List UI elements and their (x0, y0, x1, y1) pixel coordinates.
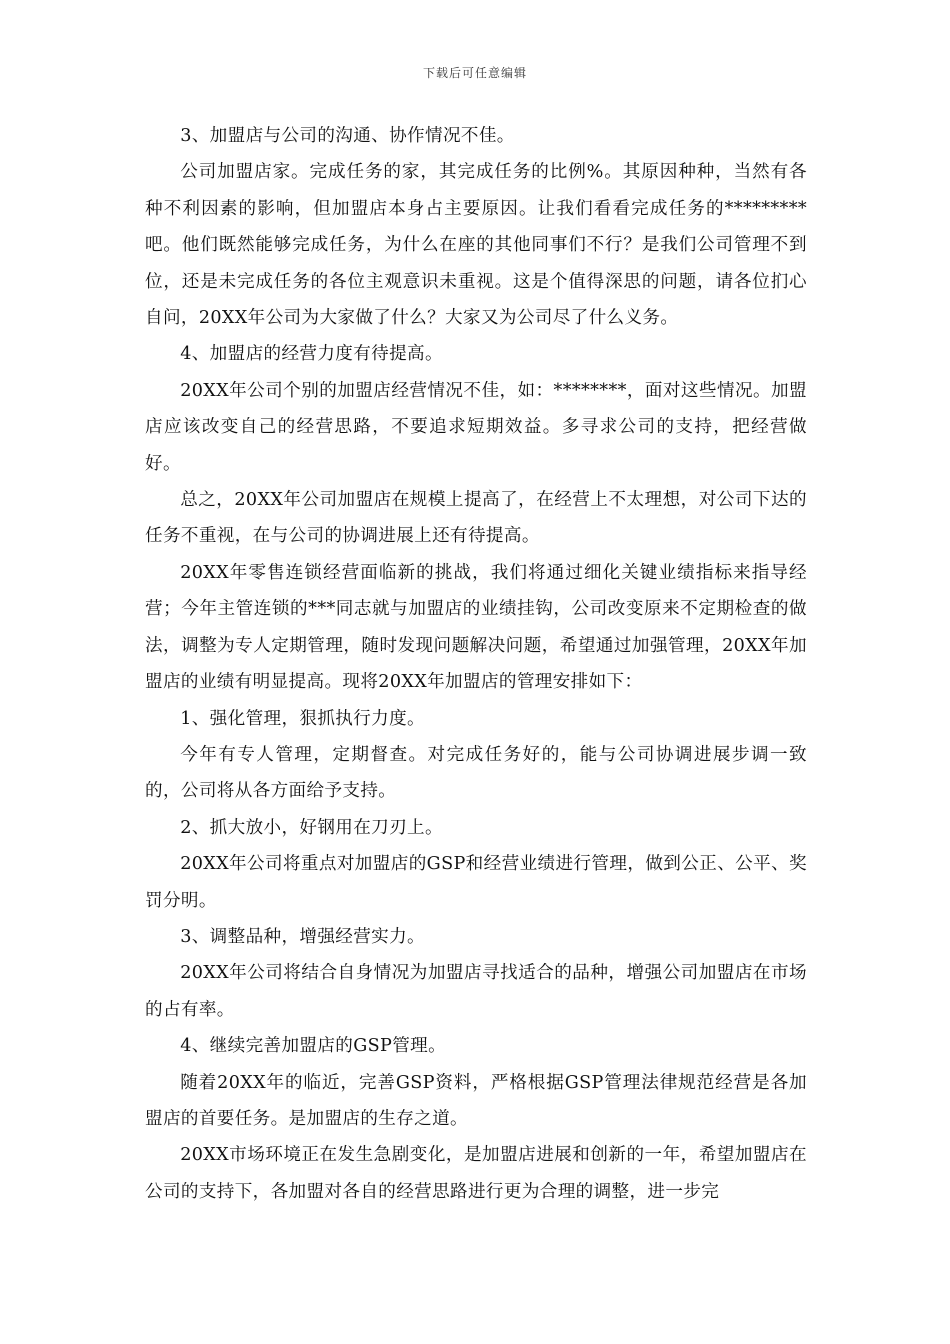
paragraph: 4、加盟店的经营力度有待提高。 (180, 344, 443, 365)
document-body (145, 118, 807, 1210)
paragraph: 4、继续完善加盟店的GSP管理。 (180, 1036, 447, 1057)
paragraph: 总之，20XX年公司加盟店在规模上提高了，在经营上不太理想，对公司下达的任务不重视，在与公司的协调进展上还有待提高。 (145, 490, 807, 547)
paragraph: 2、抓大放小，好钢用在刀刃上。 (180, 817, 443, 838)
paragraph: 20XX年公司个别的加盟店经营情况不佳，如：********，面对这些情况。加盟店应该改变自己的经营思路，不要追求短期效益。多寻求公司的支持，把经营做好。 (145, 380, 807, 474)
paragraph: 20XX年公司将结合自身情况为加盟店寻找适合的品种，增强公司加盟店在市场的占有率。 (145, 963, 807, 1020)
paragraph: 今年有专人管理，定期督查。对完成任务好的，能与公司协调进展步调一致的，公司将从各方面给予支持。 (145, 744, 807, 802)
paragraph: 20XX市场环境正在发生急剧变化，是加盟店进展和创新的一年，希望加盟店在公司的支持下，各加盟对各自的经营思路进行更为合理的调整，进一步完 (145, 1145, 807, 1202)
paragraph: 1、强化管理，狠抓执行力度。 (180, 708, 426, 729)
paragraph: 20XX年零售连锁经营面临新的挑战，我们将通过细化关键业绩指标来指导经营；今年主管连锁的***同志就与加盟店的业绩挂钩，公司改变原来不定期检查的做法，调整为专人定期管理，随时发现问题解决问题，希望通过加强管理，20XX年加盟店的业绩有明显提高。现将20XX年加盟店的管理安排如下： (145, 562, 807, 693)
paragraph: 20XX年公司将重点对加盟店的GSP和经营业绩进行管理，做到公正、公平、奖罚分明。 (145, 854, 807, 911)
paragraph: 3、加盟店与公司的沟通、协作情况不佳。 (180, 126, 515, 146)
paragraph: 随着20XX年的临近，完善GSP资料，严格根据GSP管理法律规范经营是各加盟店的首要任务。是加盟店的生存之道。 (145, 1072, 807, 1129)
page-header: 下载后可任意编辑 (422, 66, 527, 80)
paragraph: 3、调整品种，增强经营实力。 (180, 926, 426, 947)
paragraph: 公司加盟店家。完成任务的家，其完成任务的比例%。其原因种种，当然有各种不利因素的影响，但加盟店本身占主要原因。让我们看看完成任务的*********吧。他们既然能够完成任务，为什么在座的其他同事们不行？是我们公司管理不到位，还是未完成任务的各位主观意识未重视。这是个值得深思的问题，请各位扪心自问，20XX年公司为大家做了什么？大家又为公司尽了什么义务。 (145, 162, 807, 329)
